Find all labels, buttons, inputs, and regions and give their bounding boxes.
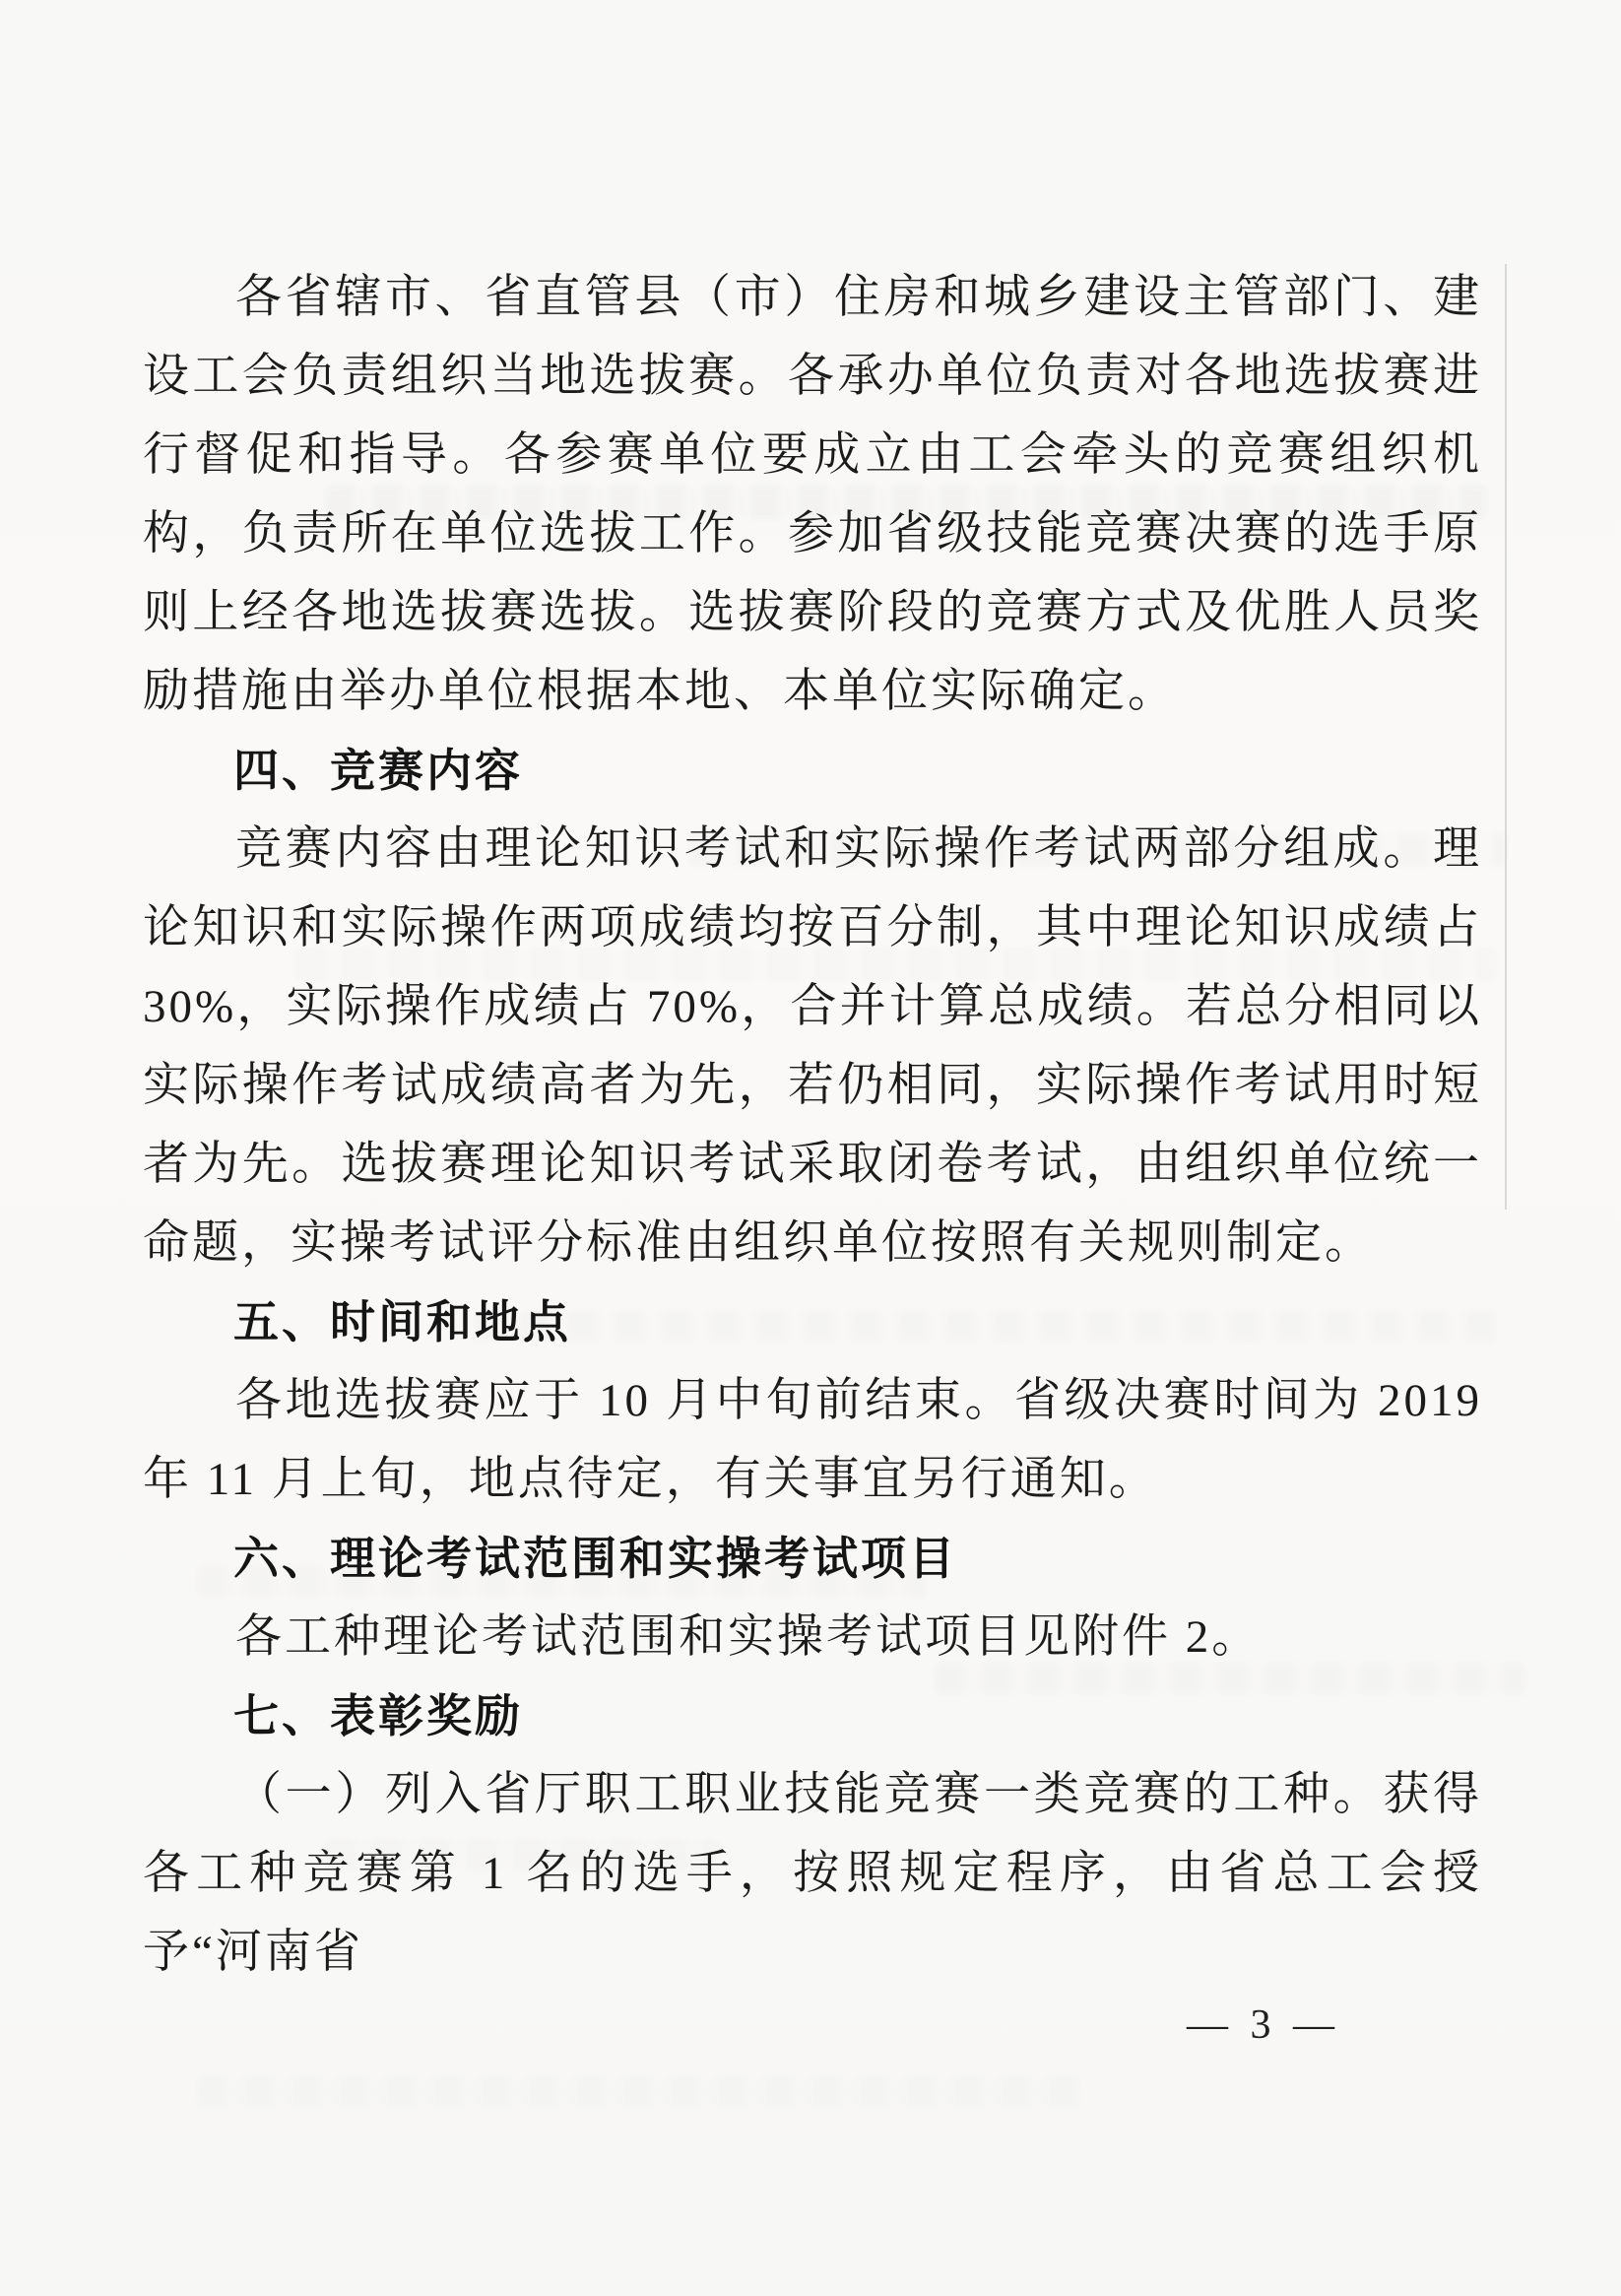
section-heading-4-competition-content: 四、竞赛内容: [233, 745, 523, 796]
paragraph-awards: （一）列入省厅职工职业技能竞赛一类竞赛的工种。获得各工种竞赛第 1 名的选手，按照规定程序，由省总工会授予“河南省: [143, 1769, 1482, 1978]
section-heading-6-exam-scope: 六、理论考试范围和实操考试项目: [233, 1533, 957, 1584]
section-heading-5-time-and-place: 五、时间和地点: [233, 1296, 571, 1347]
paragraph-selection-organization: 各省辖市、省直管县（市）住房和城乡建设主管部门、建设工会负责组织当地选拔赛。各承办单位负责对各地选拔赛进行督促和指导。各参赛单位要成立由工会牵头的竞赛组织机构，负责所在单位选拔工作。参加省级技能竞赛决赛的选手原则上经各地选拔赛选拔。选拔赛阶段的竞赛方式及优胜人员奖励措施由举办单位根据本地、本单位实际确定。: [143, 272, 1482, 717]
scan-edge-artifact: [1505, 264, 1507, 1210]
paragraph-exam-scope: 各工种理论考试范围和实操考试项目见附件 2。: [235, 1611, 1262, 1663]
bleedthrough-artifact: [197, 2076, 1083, 2106]
paragraph-competition-content: 竞赛内容由理论知识考试和实际操作考试两部分组成。理论知识和实际操作两项成绩均按百分制，其中理论知识成绩占 30%，实际操作成绩占 70%，合并计算总成绩。若总分相同以实际操作考试成绩高者为先，若仍相同，实际操作考试用时短者为先。选拔赛理论知识考试采取闭卷考试，由组织单位统一命题，实操考试评分标准由组织单位按照有关规则制定。: [143, 823, 1482, 1269]
section-heading-7-awards: 七、表彰奖励: [233, 1690, 523, 1741]
document-body: [143, 258, 1482, 1992]
page-number: — 3 —: [1187, 2002, 1340, 2048]
paragraph-time-and-place: 各地选拔赛应于 10 月中旬前结束。省级决赛时间为 2019 年 11 月上旬，地点待定，有关事宜另行通知。: [143, 1375, 1482, 1505]
